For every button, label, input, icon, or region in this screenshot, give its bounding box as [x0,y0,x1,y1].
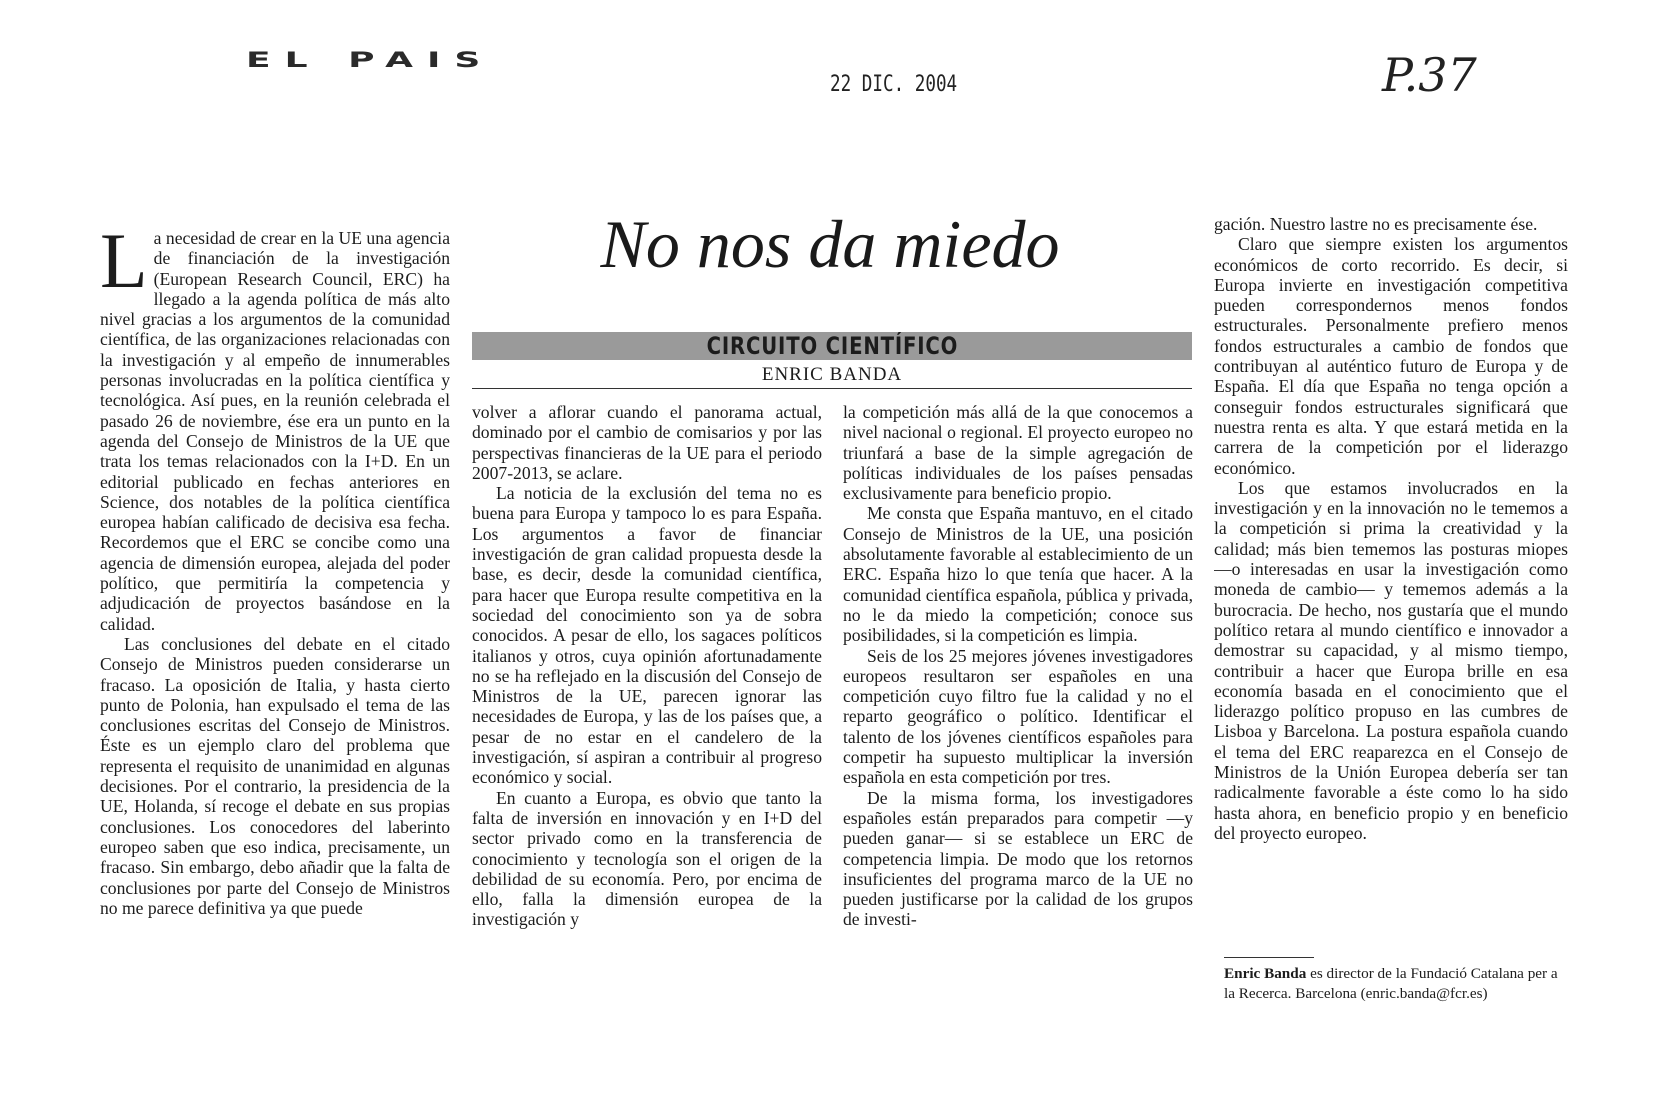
paragraph: Las conclusiones del debate en el citado Consejo de Ministros pueden considerarse un fracaso. La oposición de Italia, y hasta cierto punto de Polonia, han expulsado el tema de las conclusiones escritas del Consejo de Ministros. Éste es un ejemplo claro del problema que representa el requisito de unanimidad en algunas decisiones. Por el contrario, la presidencia de la UE, Holanda, sí recoge el debate en sus propias conclusiones. Los conocedores del laberinto europeo saben que eso indica, precisamente, un fracaso. Sin embargo, debo añadir que la falta de conclusiones por parte del Consejo de Ministros no me parece definitiva ya que puede [100,633,450,918]
section-banner [472,332,1192,360]
paragraph: Los que estamos involucrados en la investigación y en la innovación no le tememos a la competición si prima la creatividad y la calidad; más bien tememos las posturas miopes —o interesadas en usar la investigación como moneda de cambio— y tememos además a la burocracia. De hecho, nos gustaría que el mundo político retara al mundo científico e innovador a demostrar su capacidad, y al mismo tiempo, contribuir a hacer que Europa brille en esa economía basada en el conocimiento que el liderazgo político propuso en las cumbres de Lisboa y Barcelona. La postura española cuando el tema del ERC reaparezca en el Consejo de Ministros de la Unión Europea debería ser tan radicalmente favorable a éste como lo ha sido hasta ahora, en beneficio propio y en beneficio del proyecto europeo. [1214,477,1568,843]
article-column-2 [472,402,822,1018]
handwritten-page-mark: P.37 [1382,48,1477,102]
paragraph: La noticia de la exclusión del tema no es buena para Europa y tampoco lo es para España. Los argumentos a favor de financiar investigación de gran calidad propuesta desde la base, es decir, desde la comunidad científica, para hacer que Europa resulte competitiva en la sociedad del conocimiento son ya de sobra conocidos. A pesar de ello, los sagaces políticos italianos y otros, cuya opinión afortunadamente no se ha reflejado en la discusión del Consejo de Ministros de la UE, parecen ignorar las necesidades de Europa, y las de los países que, a pesar de no estar en el candelero de la investigación, sí aspiran a contribuir al progreso económico y social. [472,483,822,788]
paragraph: gación. Nuestro lastre no es precisamente ése. [1214,214,1538,234]
drop-cap: L [100,228,148,304]
newspaper-masthead: EL PAIS [246,48,495,73]
paragraph: la competición más allá de la que conocemos a nivel nacional o regional. El proyecto europeo no triunfará a base de la simple agregación de políticas individuales de los países pensadas exclusivamente para beneficio propio. [843,402,1193,504]
paragraph: Claro que siempre existen los argumentos económicos de corto recorrido. Es decir, si Europa invierte en investigación competitiva pueden correspondernos menos fondos estructurales. Personalmente prefiero menos fondos estructurales a cambio de fondos que contribuyan al auténtico futuro de Europa y de España. El día que España no tenga opción a conseguir fondos estructurales significará que nuestra renta es alta. Y que estará metida en la carrera de la competición por el liderazgo económico. [1214,234,1568,478]
paragraph: volver a aflorar cuando el panorama actual, dominado por el cambio de comisarios y por las perspectivas financieras de la UE para el periodo 2007-2013, se aclare. [472,402,822,483]
section-label: CIRCUITO CIENTÍFICO [706,332,958,360]
article-column-3 [843,402,1193,1018]
author-bio [1224,964,1570,1004]
paragraph: Me consta que España mantuvo, en el citado Consejo de Ministros de la UE, una posición absolutamente favorable al establecimiento de un ERC. España hizo lo que tenía que hacer. A la comunidad científica española, pública y privada, no le da miedo la competición; conoce sus posibilidades, si la competición es limpia. [843,503,1193,646]
paragraph: En cuanto a Europa, es obvio que tanto la falta de inversión en innovación y en I+D del sector privado como en la transferencia de conocimiento y tecnología son el origen de la debilidad de su economía. Pero, por encima de ello, falla la dimensión europea de la investigación y [472,787,822,930]
paragraph: De la misma forma, los investigadores españoles están preparados para competir —y pueden ganar— si se establece un ERC de competencia limpia. De modo que los retornos insuficientes del programa marco de la UE no pueden justificarse por la calidad de los grupos de investi- [843,787,1193,930]
paragraph-text: a necesidad de crear en la UE una agencia de financiación de la investigación (European Research Council, ERC) ha llegado a la agenda política de más alto nivel gracias a los argumentos de la comunidad científica, de las organizaciones relacionadas con la investigación y al empeño de innumerables personas involucradas en la política científica y tecnológica. Así pues, en la reunión celebrada el pasado 26 de noviembre, ése era un punto en la agenda del Consejo de Ministros de la UE que trata los temas relacionados con la I+D. En un editorial publicado en fechas anteriores en Science, dos notables de la política científica europea habían calificado de decisiva esa fecha. Recordemos que el ERC se concibe como una agencia de dimensión europea, alejada del poder político, que permitiría la competencia y adjudicación de proyectos basándose en la calidad. [100,228,450,634]
bio-divider [1224,957,1314,958]
author-bio-text: es director de la Fundació Catalana per a la Recerca. Barcelona (enric.banda@fcr.es) [1224,965,1558,1002]
article-author: ENRIC BANDA [761,364,903,385]
article-column-1 [100,228,450,1018]
paragraph: Seis de los 25 mejores jóvenes investigadores europeos resultaron ser españoles en una competición cuyo filtro fue la calidad y no el reparto geográfico o político. Identificar el talento de los jóvenes científicos españoles para competir ha supuesto multiplicar la inversión española en esta competición por tres. [843,645,1193,788]
author-divider [472,388,1192,389]
article-column-4 [1214,214,1568,954]
article-headline: No nos da miedo [600,206,1060,282]
author-bio-name: Enric Banda [1224,965,1307,982]
paragraph [100,228,450,634]
clipping-date-stamp: 22 DIC. 2004 [830,72,958,97]
